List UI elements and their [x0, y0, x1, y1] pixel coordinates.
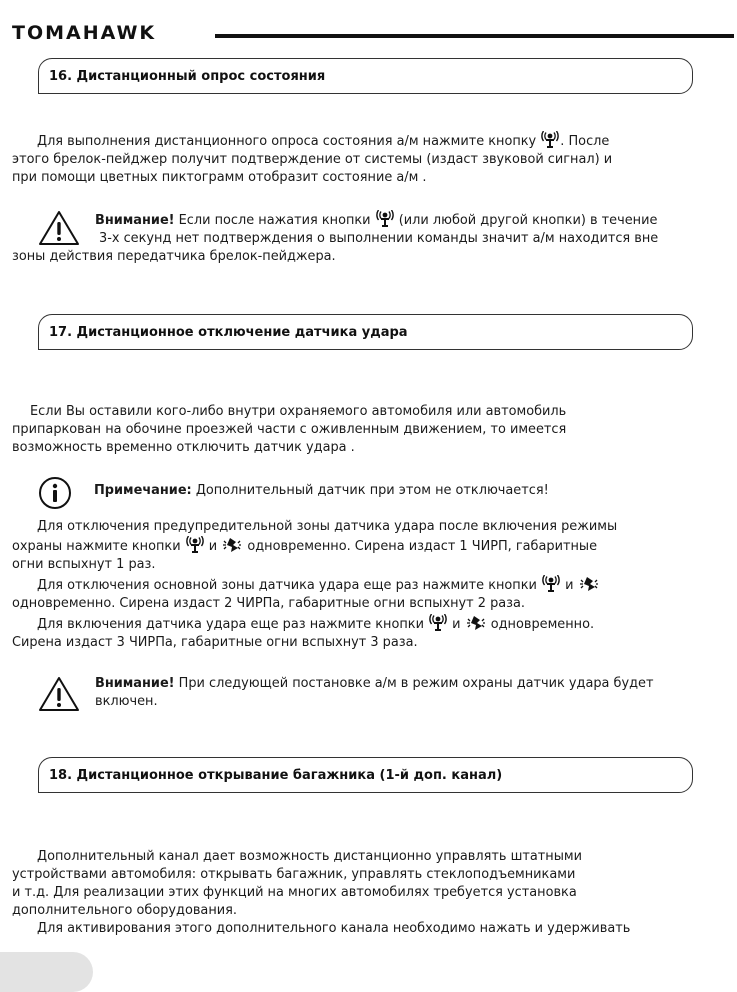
antenna-button-icon — [185, 536, 205, 554]
s17-paragraph-3: Для отключения основной зоны датчика удара еще раз нажмите кнопки и одновременно. Сирена издаст 2 ЧИРПа, габаритные огни вспыхнут 2 раза. — [12, 575, 722, 613]
s17-note: Примечание: Дополнительный датчик при этом не отключается! — [94, 483, 549, 498]
s16-warning: Внимание! Если после нажатия кнопки (или любой другой кнопки) в течение 3-х секунд нет подтверждения о выполнении команды значит а/м находится вне зоны действия передатчика брелок-пейджера. — [12, 210, 712, 266]
antenna-button-icon — [541, 575, 561, 593]
section-16-title: 16. Дистанционный опрос состояния — [38, 58, 693, 94]
s17-paragraph-4: Для включения датчика удара еще раз нажмите кнопки и одновременно. Сирена издаст 3 ЧИРПа, габаритные огни вспыхнут 3 раза. — [12, 614, 722, 652]
page-number-tab — [0, 952, 93, 992]
s17-paragraph-2: Для отключения предупредительной зоны датчика удара после включения режимы охраны нажмите кнопки и одновременно. Сирена издаст 1 ЧИРП, габаритные огни вспыхнут 1 раз. — [12, 519, 618, 572]
section-17-title: 17. Дистанционное отключение датчика удара — [38, 314, 693, 350]
brand-logo: TOMAHAWK — [12, 22, 157, 44]
shock-sensor-button-icon — [578, 575, 600, 593]
s17-warning: Внимание! При следующей постановке а/м в режим охраны датчик удара будет включен. — [95, 676, 654, 709]
section-18-title: 18. Дистанционное открывание багажника (1-й доп. канал) — [38, 757, 693, 793]
page-header — [12, 22, 734, 44]
header-rule — [215, 34, 734, 38]
shock-sensor-button-icon — [465, 614, 487, 632]
warning-icon — [38, 676, 80, 712]
s16-paragraph: Для выполнения дистанционного опроса состояния а/м нажмите кнопку . После этого брелок-пейджер получит подтверждение от системы (издаст звуковой сигнал) и при помощи цветных пиктограмм отобразит состояние а/м . — [12, 131, 712, 187]
s18-paragraph-1: Дополнительный канал дает возможность дистанционно управлять штатными устройствами автомобиля: открывать багажник, управлять стеклоподъемниками и т.д. Для реализации этих функций на многих автомобилях требуется установка дополнительного оборудования. — [12, 849, 582, 918]
antenna-button-icon — [540, 131, 560, 149]
antenna-button-icon — [375, 210, 395, 228]
s17-paragraph-1: Если Вы оставили кого-либо внутри охраняемого автомобиля или автомобиль припаркован на обочине проезжей части с оживленным движением, то имеется возможность временно отключить датчик удара . — [12, 404, 567, 455]
info-icon — [38, 476, 72, 510]
antenna-button-icon — [428, 614, 448, 632]
s18-paragraph-2: Для активирования этого дополнительного канала необходимо нажать и удерживать — [37, 921, 631, 936]
shock-sensor-button-icon — [221, 536, 243, 554]
